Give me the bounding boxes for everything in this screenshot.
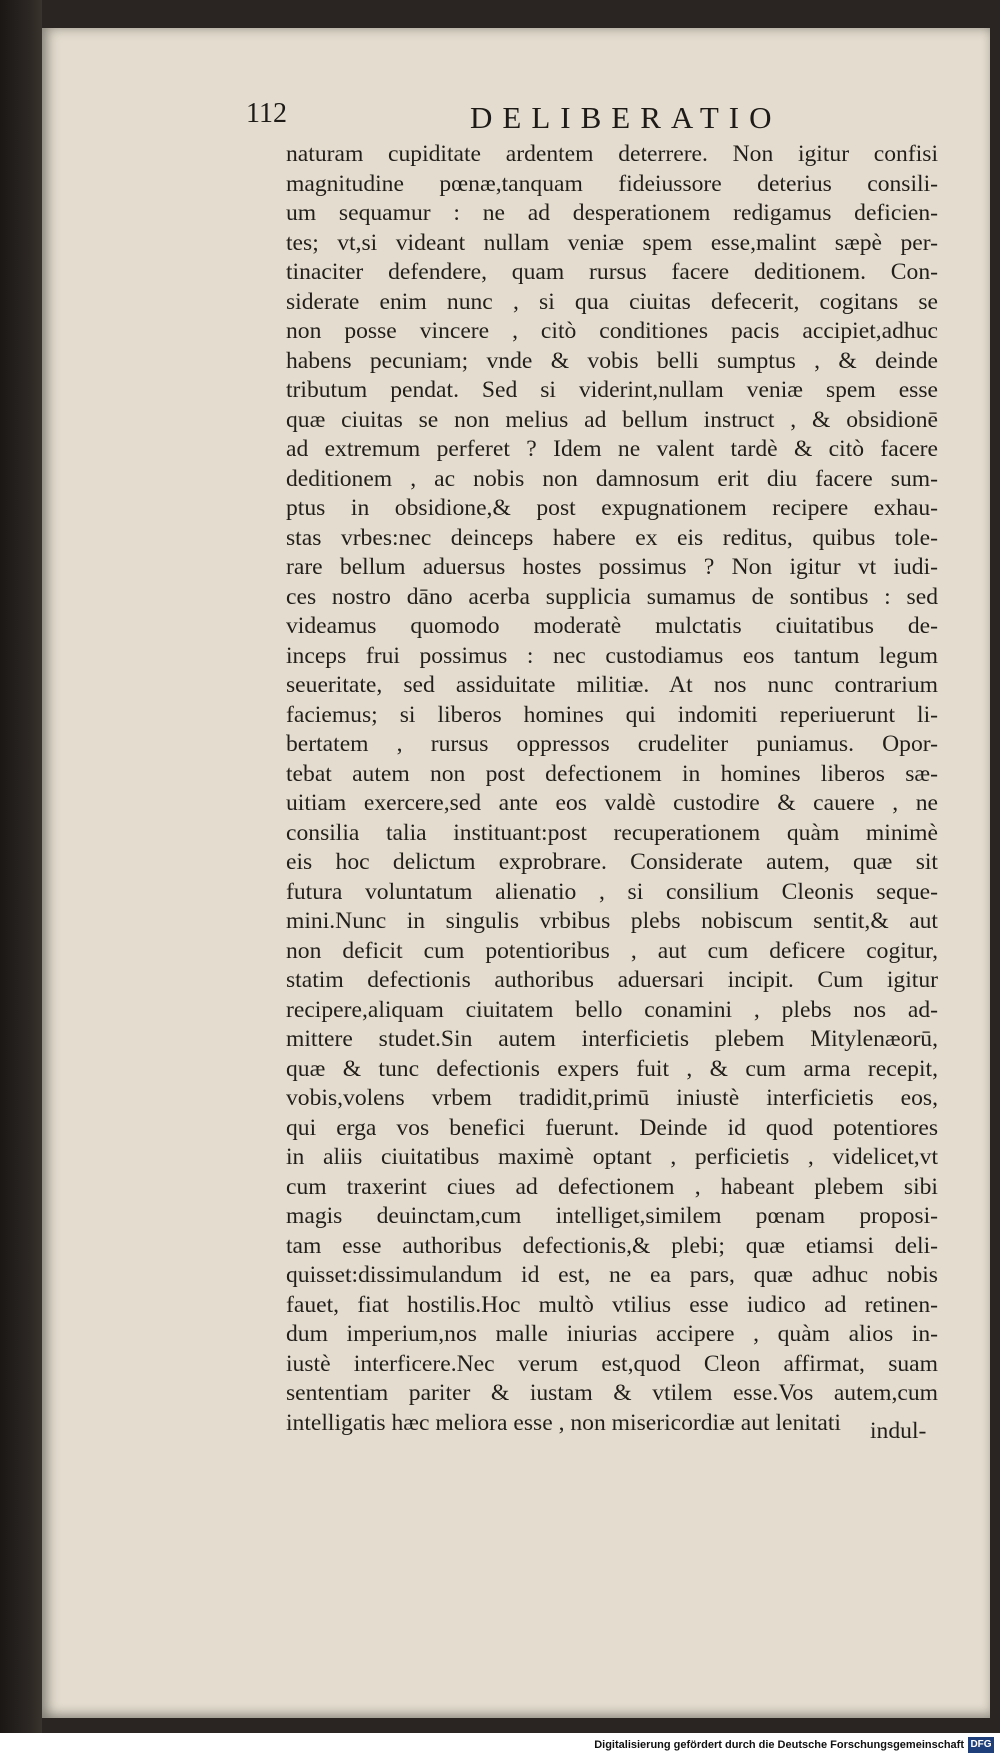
text-line: ptus in obsidione,& post expugnationem recipere exhau-	[286, 495, 938, 521]
text-line: magis deuinctam,cum intelliget,similem pœnam proposi-	[286, 1203, 938, 1229]
text-line: ad extremum perferet ? Idem ne valent tardè & citò facere	[286, 436, 938, 462]
text-line: quæ & tunc defectionis expers fuit , & cum arma recepit,	[286, 1055, 938, 1082]
text-line: cum traxerint ciues ad defectionem , habeant plebem sibi	[286, 1173, 938, 1200]
text-line: mittere studet.Sin autem interficietis plebem Mitylenæorū,	[286, 1026, 938, 1052]
text-line: tam esse authoribus defectionis,& plebi; quæ etiamsi deli-	[286, 1232, 938, 1259]
text-line: stas vrbes:nec deinceps habere ex eis reditus, quibus tole-	[286, 524, 938, 551]
text-line: bertatem , rursus oppressos crudeliter puniamus. Opor-	[286, 731, 938, 757]
text-line: dum imperium,nos malle iniurias accipere , quàm alios in-	[286, 1321, 938, 1347]
text-line: deditionem , ac nobis non damnosum erit diu facere sum-	[286, 465, 938, 492]
text-line: seueritate, sed assiduitate militiæ. At nos nunc contrarium	[286, 672, 938, 698]
text-line: intelligatis hæc meliora esse , non misericordiæ aut lenitati	[286, 1409, 841, 1436]
catchword: indul-	[870, 1418, 927, 1444]
text-line: tributum pendat. Sed si viderint,nullam veniæ spem esse	[286, 377, 938, 403]
text-line: non posse vincere , citò conditiones pacis accipiet,adhuc	[286, 318, 938, 344]
text-line: vobis,volens vrbem tradidit,primū iniustè interficietis eos,	[286, 1085, 938, 1111]
text-line: faciemus; si liberos homines qui indomiti reperiuerunt li-	[286, 701, 938, 728]
text-line: ces nostro dāno acerba supplicia sumamus de sontibus : sed	[286, 583, 938, 610]
text-line: recipere,aliquam ciuitatem bello conamini , plebs nos ad-	[286, 996, 938, 1023]
text-line: eis hoc delictum exprobrare. Considerate autem, quæ sit	[286, 849, 938, 875]
scan-left-edge	[0, 0, 42, 1763]
text-line: in aliis ciuitatibus maximè optant , perficietis , videlicet,vt	[286, 1144, 938, 1170]
text-line: tes; vt,si videant nullam veniæ spem esse,malint sæpè per-	[286, 229, 938, 256]
text-line: quæ ciuitas se non melius ad bellum instruct , & obsidionē	[286, 406, 938, 433]
text-line: futura voluntatum alienatio , si consilium Cleonis seque-	[286, 878, 938, 905]
text-line: statim defectionis authoribus aduersari incipit. Cum igitur	[286, 967, 938, 993]
text-line: siderate enim nunc , si qua ciuitas defecerit, cogitans se	[286, 288, 938, 315]
text-line: non deficit cum potentioribus , aut cum deficere cogitur,	[286, 937, 938, 964]
text-line: naturam cupiditate ardentem deterrere. Non igitur confisi	[286, 141, 938, 167]
text-line: magnitudine pœnæ,tanquam fideiussore deterius consili-	[286, 170, 938, 197]
text-line: tebat autem non post defectionem in homines liberos sæ-	[286, 760, 938, 787]
text-line: rare bellum aduersus hostes possimus ? Non igitur vt iudi-	[286, 554, 938, 580]
page-number: 112	[246, 98, 287, 129]
running-head: DELIBERATIO	[470, 100, 782, 135]
text-line: inceps frui possimus : nec custodiamus eos tantum legum	[286, 642, 938, 669]
text-line: mini.Nunc in singulis vrbibus plebs nobiscum sentit,& aut	[286, 908, 938, 934]
text-line: videamus quomodo moderatè mulctatis ciuitatibus de-	[286, 613, 938, 639]
text-line: qui erga vos benefici fuerunt. Deinde id quod potentiores	[286, 1114, 938, 1141]
text-line: consilia talia instituant:post recuperationem quàm minimè	[286, 819, 938, 846]
text-line: um sequamur : ne ad desperationem redigamus deficien-	[286, 200, 938, 226]
text-line: iustè interficere.Nec verum est,quod Cleon affirmat, suam	[286, 1350, 938, 1377]
text-line: uitiam exercere,sed ante eos valdè custodire & cauere , ne	[286, 790, 938, 816]
text-line: habens pecuniam; vnde & vobis belli sumptus , & deinde	[286, 347, 938, 374]
text-line: sententiam pariter & iustam & vtilem esse.Vos autem,cum	[286, 1380, 938, 1406]
text-line: quisset:dissimulandum id est, ne ea pars, quæ adhuc nobis	[286, 1262, 938, 1288]
page-body-text	[286, 140, 938, 1438]
text-line: fauet, fiat hostilis.Hoc multò vtilius esse iudico ad retinen-	[286, 1291, 938, 1318]
funding-credit: Digitalisierung gefördert durch die Deutsche Forschungsgemeinschaft	[594, 1739, 964, 1751]
text-line: tinaciter defendere, quam rursus facere deditionem. Con-	[286, 259, 938, 285]
dfg-logo-icon: DFG	[968, 1737, 994, 1753]
